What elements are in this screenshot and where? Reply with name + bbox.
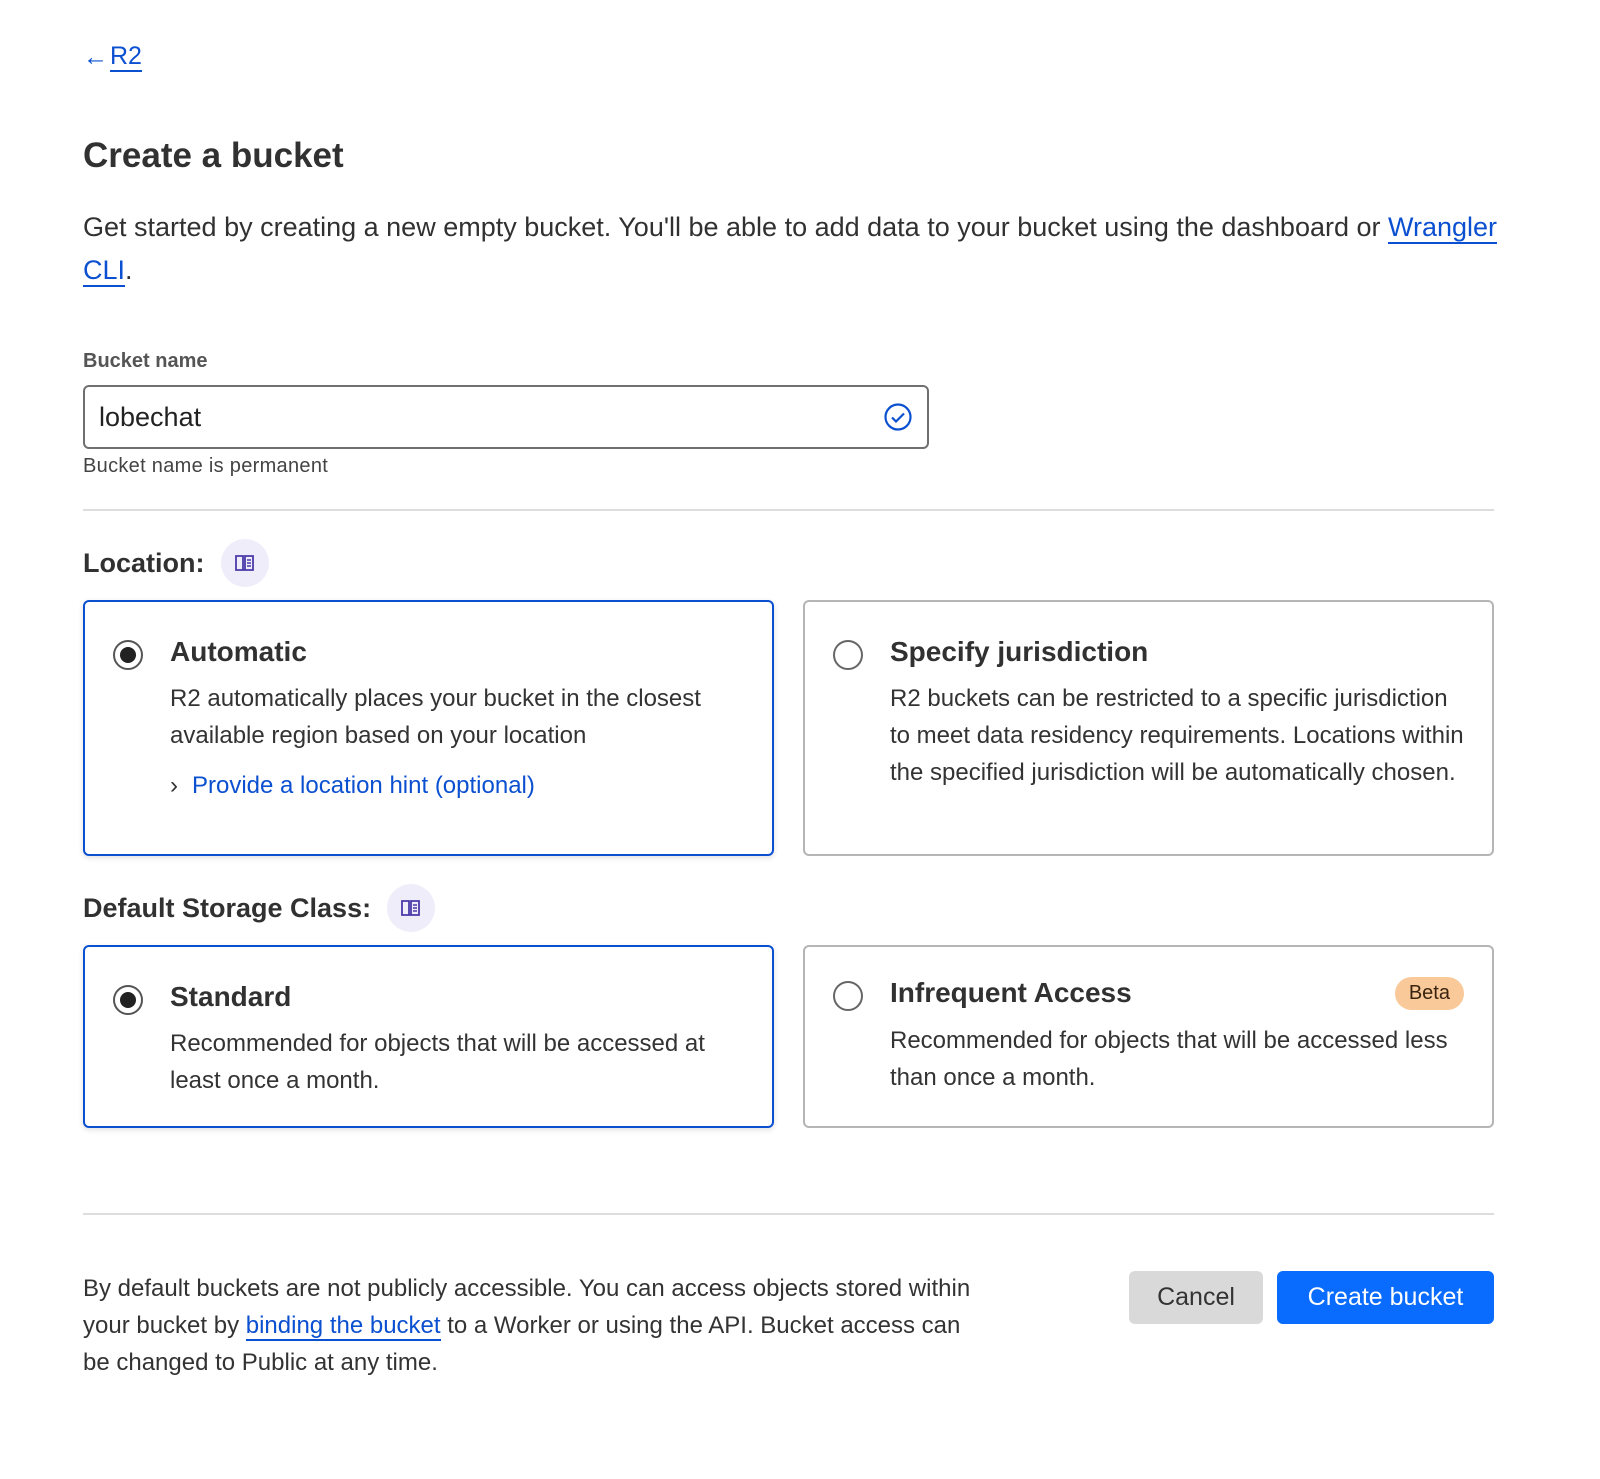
docs-book-icon[interactable] — [387, 884, 435, 932]
card-desc: Recommended for objects that will be accessed less than once a month. — [890, 1027, 1448, 1091]
wrangler-cli-link[interactable]: Wrangler CLI — [83, 212, 1498, 285]
radio-infrequent[interactable] — [833, 981, 863, 1011]
footer-text-1: By default buckets are not publicly accessible. You can access objects stored within your bucket by — [83, 1275, 971, 1339]
beta-badge: Beta — [1395, 977, 1464, 1010]
storage-heading — [83, 884, 435, 932]
bucket-name-input[interactable] — [83, 385, 929, 449]
radio-standard[interactable] — [113, 985, 143, 1015]
storage-infrequent-card[interactable] — [803, 945, 1494, 1128]
location-automatic-card[interactable] — [83, 600, 774, 856]
intro-end: . — [125, 255, 133, 285]
arrow-left-icon: ← — [83, 42, 108, 71]
cancel-button[interactable]: Cancel — [1129, 1271, 1263, 1324]
location-hint-link[interactable] — [170, 772, 535, 800]
storage-heading-text: Default Storage Class: — [83, 892, 372, 923]
divider — [83, 509, 1494, 511]
footer-text — [83, 1270, 983, 1381]
storage-standard-card[interactable] — [83, 945, 774, 1128]
card-desc: Recommended for objects that will be accessed at least once a month. — [170, 1030, 705, 1094]
location-heading-text: Location: — [83, 547, 205, 578]
footer-text-2: to a Worker or using the API. Bucket access can be changed to Public at any time. — [83, 1312, 961, 1376]
location-heading — [83, 539, 269, 587]
card-title: Infrequent Access — [890, 977, 1132, 1008]
bucket-name-label: Bucket name — [83, 350, 208, 372]
check-circle-icon — [883, 402, 913, 432]
radio-automatic[interactable] — [113, 640, 143, 670]
card-title: Automatic — [170, 636, 307, 667]
bucket-name-value: lobechat — [99, 401, 202, 432]
intro-body: Get started by creating a new empty bucket. You'll be able to add data to your bucket using the dashboard or — [83, 212, 1388, 242]
card-title: Specify jurisdiction — [890, 636, 1149, 667]
intro-text — [83, 206, 1503, 292]
create-bucket-button[interactable]: Create bucket — [1277, 1271, 1494, 1324]
location-hint-label: Provide a location hint (optional) — [192, 772, 535, 799]
back-link[interactable]: ← R2 — [83, 42, 142, 71]
docs-book-icon[interactable] — [221, 539, 269, 587]
binding-bucket-link[interactable]: binding the bucket — [245, 1312, 441, 1339]
bucket-name-help: Bucket name is permanent — [83, 455, 329, 477]
chevron-right-icon: › — [170, 772, 178, 799]
card-desc: R2 buckets can be restricted to a specific jurisdiction to meet data residency requirements. Locations within the specified jurisdiction will be automatically chosen. — [890, 685, 1464, 786]
divider — [83, 1213, 1494, 1215]
page-title: Create a bucket — [83, 136, 344, 175]
card-title: Standard — [170, 981, 292, 1012]
location-jurisdiction-card[interactable] — [803, 600, 1494, 856]
radio-jurisdiction[interactable] — [833, 640, 863, 670]
card-desc: R2 automatically places your bucket in the closest available region based on your location — [170, 685, 701, 749]
